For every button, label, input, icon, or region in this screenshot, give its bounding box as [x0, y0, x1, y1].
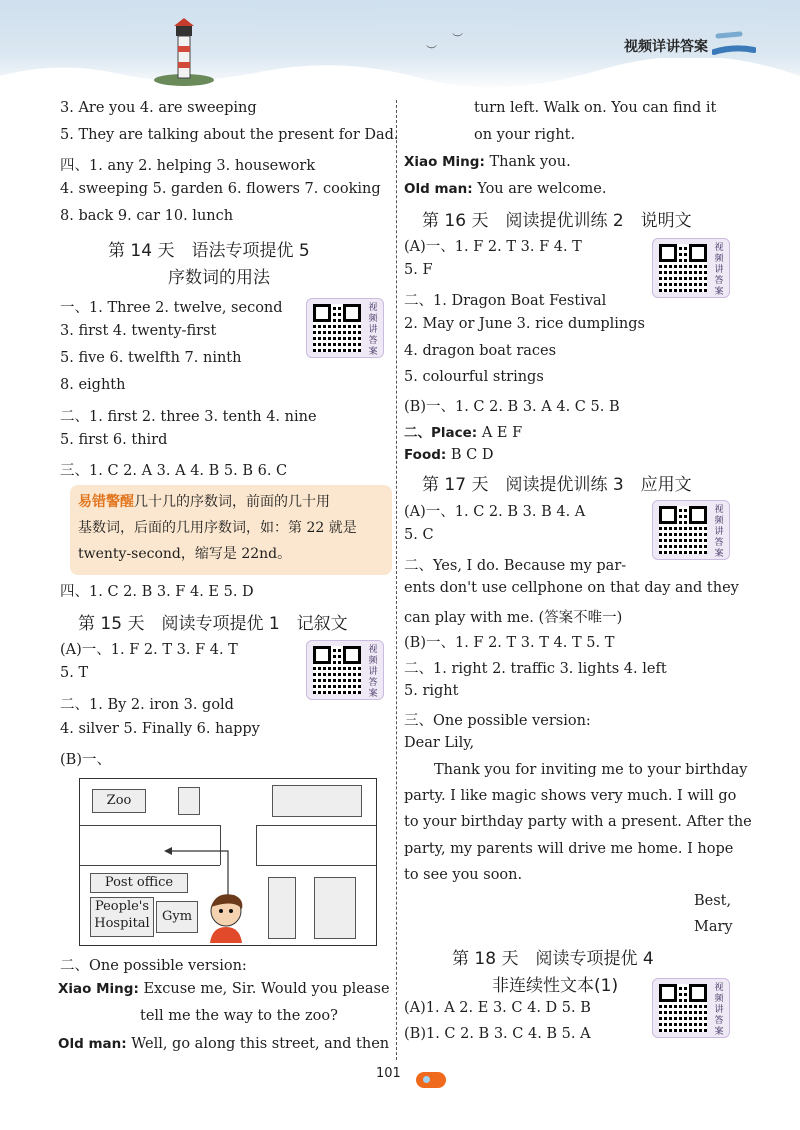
answer-line: 二、Yes, I do. Because my par-	[404, 558, 627, 574]
video-qr-code[interactable]: 视频讲答案	[652, 500, 730, 560]
answer-line: 3. first 4. twenty-first	[60, 323, 217, 339]
answer-line: 5. F	[404, 262, 433, 278]
bird-icon: ︶	[426, 44, 437, 57]
route-map	[79, 778, 377, 946]
speaker: Xiao Ming:	[404, 154, 485, 170]
answer-line: ents don't use cellphone on that day and they	[404, 580, 739, 596]
answer-line: 5. C	[404, 527, 434, 543]
answer-line: (A)1. A 2. E 3. C 4. D 5. B	[404, 1000, 591, 1016]
dialog-text: Thank you.	[489, 154, 571, 170]
answer-line: 四、1. any 2. helping 3. housework	[60, 158, 316, 174]
answer-line: 二、1. first 2. three 3. tenth 4. nine	[60, 409, 317, 425]
dialog-line: on your right.	[474, 127, 576, 143]
speaker: Old man:	[58, 1036, 127, 1052]
answer-line: 一、1. Three 2. twelve, second	[60, 300, 283, 316]
answer-line: 二、1. By 2. iron 3. gold	[60, 697, 234, 713]
answer-line: (B)一、1. F 2. T 3. T 4. T 5. T	[404, 635, 615, 651]
building	[272, 785, 362, 817]
wave-decoration	[0, 58, 800, 98]
page-number: 101	[376, 1066, 401, 1081]
mistake-tip-box	[70, 485, 392, 575]
answer-line: 5. They are talking about the present for Dad.	[60, 127, 399, 143]
road	[256, 825, 376, 826]
day14-title: 第 14 天 语法专项提优 5	[108, 241, 310, 261]
answer-line: 二、Place: A E F	[404, 425, 523, 441]
header-label: 视频详讲答案	[624, 39, 708, 55]
answer-line: 5. colourful strings	[404, 369, 544, 385]
answer-line: 4. sweeping 5. garden 6. flowers 7. cooking	[60, 181, 381, 197]
gym-building: Gym	[156, 901, 198, 933]
day16-title: 第 16 天 阅读提优训练 2 说明文	[422, 211, 692, 231]
day14-subtitle: 序数词的用法	[168, 268, 270, 288]
answer-line: 三、One possible version:	[404, 713, 591, 729]
letter-sign: Best,	[694, 893, 732, 909]
answer-line: 5. first 6. third	[60, 432, 168, 448]
speaker: Old man:	[404, 181, 473, 197]
boy-icon	[204, 891, 250, 943]
road	[80, 825, 220, 826]
answer-line: 3. Are you 4. are sweeping	[60, 100, 257, 116]
answer-line: 8. back 9. car 10. lunch	[60, 208, 234, 224]
video-qr-code[interactable]: 视频讲答案	[306, 640, 384, 700]
tip-text: 基数词，后面的几用序数词，如：第 22 就是	[78, 520, 357, 536]
letter-line: Thank you for inviting me to your birthday	[434, 762, 748, 778]
submarine-icon	[416, 1072, 446, 1088]
post-office-building: Post office	[90, 873, 188, 893]
building	[178, 787, 200, 815]
video-qr-code[interactable]: 视频讲答案	[652, 978, 730, 1038]
tip-text: twenty-second，缩写是 22nd。	[78, 546, 292, 562]
brush-character-decoration	[712, 26, 756, 58]
dialog-text: You are welcome.	[477, 181, 607, 197]
answer-line: can play with me. (答案不唯一)	[404, 610, 623, 626]
answer-line: Dear Lily,	[404, 735, 475, 751]
answer-line: 二、One possible version:	[60, 958, 247, 974]
video-qr-code[interactable]: 视频讲答案	[306, 298, 384, 358]
road	[256, 825, 257, 865]
dialog-line: tell me the way to the zoo?	[140, 1008, 338, 1024]
answer-line: 二、1. right 2. traffic 3. lights 4. left	[404, 661, 667, 677]
answer-line: 5. right	[404, 683, 459, 699]
letter-line: to see you soon.	[404, 867, 523, 883]
answer-line: (A)一、1. F 2. T 3. F 4. T	[60, 642, 238, 658]
answer-line: 四、1. C 2. B 3. F 4. E 5. D	[60, 584, 254, 600]
letter-line: party. I like magic shows very much. I will go	[404, 788, 737, 804]
answer-line: 4. dragon boat races	[404, 343, 557, 359]
answer-line: (A)一、1. F 2. T 3. F 4. T	[404, 239, 582, 255]
answer-line: 三、1. C 2. A 3. A 4. B 5. B 6. C	[60, 463, 288, 479]
dialog-line	[404, 154, 571, 170]
building	[268, 877, 296, 939]
tip-heading: 易错警醒	[78, 494, 134, 510]
answer-line: (A)一、1. C 2. B 3. B 4. A	[404, 504, 586, 520]
answer-line: Food: B C D	[404, 447, 494, 463]
zoo-building: Zoo	[92, 789, 146, 813]
day18-title: 第 18 天 阅读专项提优 4	[452, 949, 654, 969]
tip-text: 几十几的序数词，前面的几十用	[134, 494, 330, 510]
hospital-building: People's Hospital	[90, 897, 154, 937]
answer-line: 5. five 6. twelfth 7. ninth	[60, 350, 242, 366]
letter-line: party, my parents will drive me home. I hope	[404, 841, 734, 857]
video-qr-code[interactable]: 视频讲答案	[652, 238, 730, 298]
letter-sign: Mary	[694, 919, 733, 935]
answer-line: (B)1. C 2. B 3. C 4. B 5. A	[404, 1026, 591, 1042]
letter-line: to your birthday party with a present. After the	[404, 814, 752, 830]
answer-line: 8. eighth	[60, 377, 126, 393]
dialog-line	[58, 1036, 389, 1052]
lighthouse-icon	[150, 18, 220, 88]
day15-title: 第 15 天 阅读专项提优 1 记叙文	[78, 614, 348, 634]
dialog-text: Well, go along this street, and then	[131, 1036, 390, 1052]
building	[314, 877, 356, 939]
page-header	[0, 0, 800, 92]
dialog-line	[58, 981, 390, 997]
day18-subtitle: 非连续性文本(1)	[492, 976, 619, 996]
answer-line: (B)一、	[60, 752, 111, 768]
answer-line: 5. T	[60, 665, 89, 681]
road	[256, 865, 376, 866]
column-divider	[396, 100, 397, 1060]
answer-line: 2. May or June 3. rice dumplings	[404, 316, 645, 332]
dialog-line: turn left. Walk on. You can find it	[474, 100, 717, 116]
dialog-text: Excuse me, Sir. Would you please	[143, 981, 390, 997]
speaker: Xiao Ming:	[58, 981, 139, 997]
dialog-line	[404, 181, 606, 197]
answer-line: 二、1. Dragon Boat Festival	[404, 293, 607, 309]
answer-line: (B)一、1. C 2. B 3. A 4. C 5. B	[404, 399, 620, 415]
bird-icon: ︶	[452, 32, 463, 45]
answer-line: 4. silver 5. Finally 6. happy	[60, 721, 260, 737]
day17-title: 第 17 天 阅读提优训练 3 应用文	[422, 475, 692, 495]
